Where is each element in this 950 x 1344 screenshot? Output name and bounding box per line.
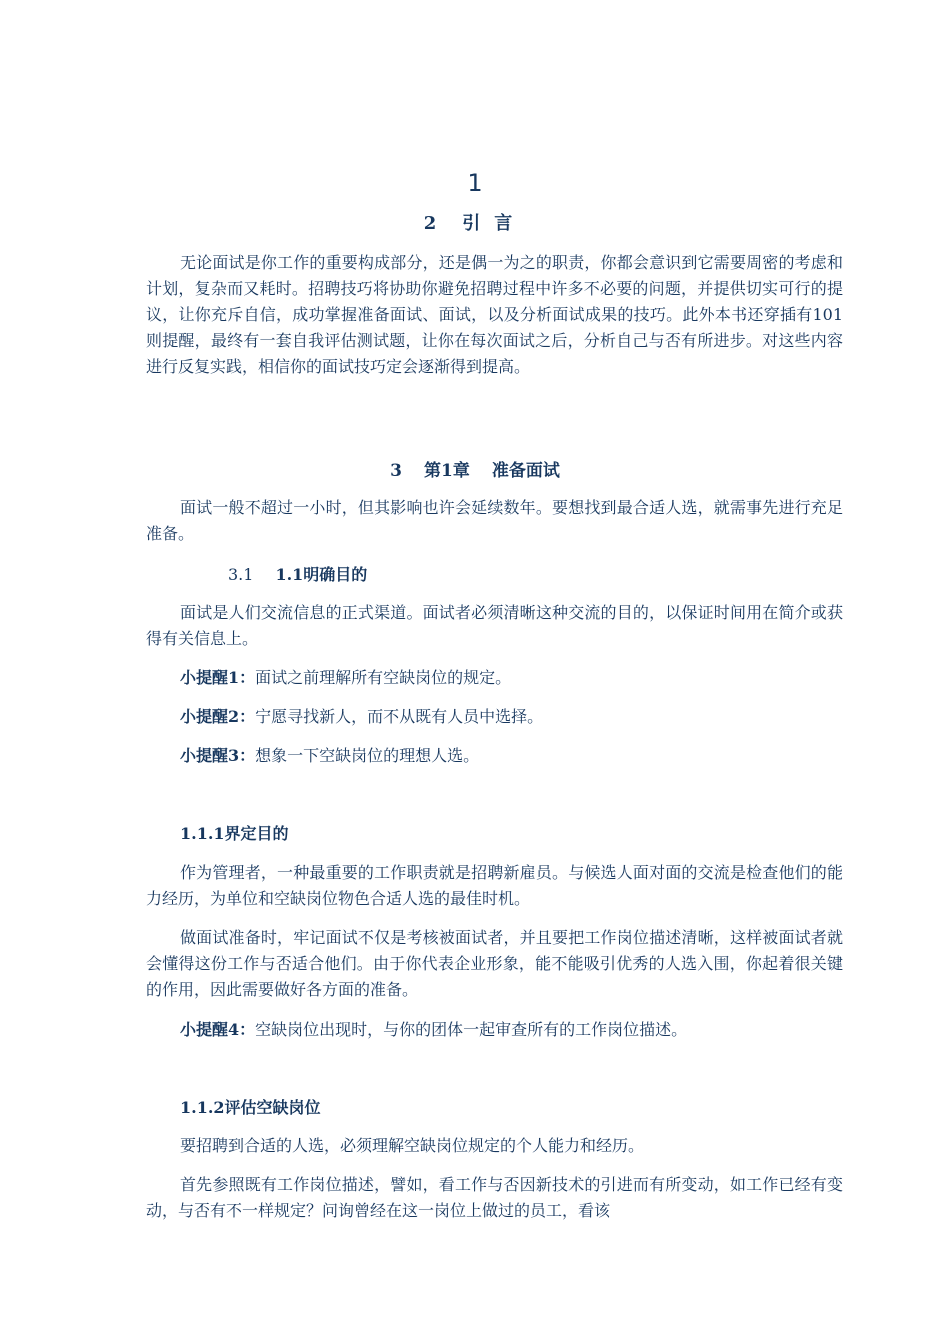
intro-heading-title: 引言 (462, 213, 527, 234)
section-1-1-2-paragraph-2: 首先参照既有工作岗位描述，譬如，看工作与否因新技术的引进而有所变动，如工作已经有变动，与否有不一样规定？问询曾经在这一岗位上做过的员工，看该 (146, 1175, 843, 1220)
tip-text: 宁愿寻找新人，而不从既有人员中选择。 (255, 707, 544, 726)
page-number: 1 (467, 169, 483, 197)
chapter-title: 第1章 (424, 461, 470, 481)
section-1-1-1-paragraph-1: 作为管理者，一种最重要的工作职责就是招聘新雇员。与候选人面对面的交流是检查他们的能力经历，为单位和空缺岗位物色合适人选的最佳时机。 (146, 863, 843, 908)
tip-text: 面试之前理解所有空缺岗位的规定。 (255, 668, 512, 687)
section-number: 3.1 (228, 565, 254, 584)
chapter-number: 3 (390, 461, 402, 481)
section-heading-1-1-1: 1.1.1界定目的 (180, 824, 289, 843)
tip-3 (180, 743, 840, 769)
tip-label: 小提醒1： (180, 668, 256, 687)
tip-2 (180, 704, 840, 730)
intro-paragraph: 无论面试是你工作的重要构成部分，还是偶一为之的职责，你都会意识到它需要周密的考虑和计划，复杂而又耗时。招聘技巧将协助你避免招聘过程中许多不必要的问题，并提供切实可行的提议，让你充斥自信，成功掌握准备面试、面试，以及分析面试成果的技巧。此外本书还穿插有101则提醒，最终有一套自我评估测试题，让你在每次面试之后，分析自己与否有所进步。对这些内容进行反复实践，相信你的面试技巧定会逐渐得到提高。 (146, 253, 843, 376)
chapter-paragraph: 面试一般不超过一小时，但其影响也许会延续数年。要想找到最合适人选，就需事先进行充足准备。 (146, 498, 843, 543)
chapter-subtitle: 准备面试 (491, 461, 560, 481)
section-heading-1-1-2: 1.1.2评估空缺岗位 (180, 1098, 321, 1117)
section-3-1-paragraph: 面试是人们交流信息的正式渠道。面试者必须清晰这种交流的目的，以保证时间用在简介或获得有关信息上。 (146, 603, 843, 648)
tip-label: 小提醒3： (180, 746, 256, 765)
section-1-1-2-paragraph-1: 要招聘到合适的人选，必须理解空缺岗位规定的个人能力和经历。 (180, 1136, 645, 1155)
intro-heading-number: 2 (423, 213, 437, 234)
tip-label: 小提醒4： (180, 1020, 256, 1039)
section-heading-3-1 (228, 562, 367, 588)
tip-text: 空缺岗位出现时，与你的团体一起审查所有的工作岗位描述。 (255, 1020, 688, 1039)
intro-heading (0, 210, 950, 238)
tip-text: 想象一下空缺岗位的理想人选。 (255, 746, 480, 765)
section-1-1-1-paragraph-2: 做面试准备时，牢记面试不仅是考核被面试者，并且要把工作岗位描述清晰，这样被面试者就会懂得这份工作与否适合他们。由于你代表企业形象，能不能吸引优秀的人选入围，你起着很关键的作用，因此需要做好各方面的准备。 (146, 928, 843, 999)
tip-4 (180, 1017, 840, 1043)
tip-1 (180, 665, 840, 691)
chapter-heading (0, 457, 950, 485)
section-title: 1.1明确目的 (275, 565, 368, 584)
tip-label: 小提醒2： (180, 707, 256, 726)
